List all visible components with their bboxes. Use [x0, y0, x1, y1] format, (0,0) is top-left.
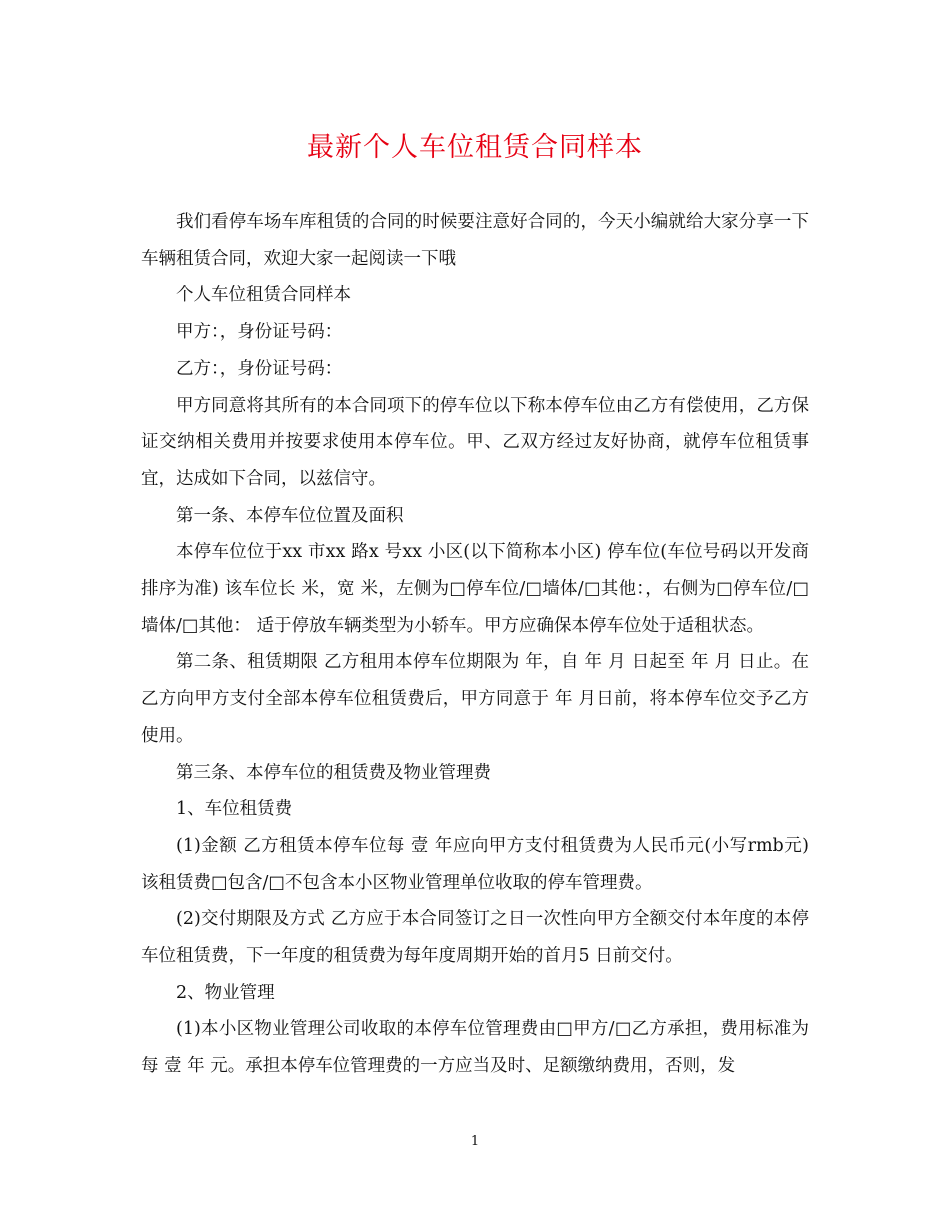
paragraph-property-heading: 2、物业管理 — [176, 982, 275, 1003]
paragraph-intro: 我们看停车场车库租赁的合同的时候要注意好合同的，今天小编就给大家分享一下车辆租赁合同，欢迎大家一起阅读一下哦 — [141, 212, 809, 269]
page-number: 1 — [470, 1134, 480, 1149]
paragraph-rent-amount: (1)金额 乙方租赁本停车位每 壹 年应向甲方支付租赁费为人民币元(小写rmb元)该租赁费□包含/□不包含本小区物业管理单位收取的停车管理费。 — [141, 835, 809, 893]
paragraph-party-a: 甲方：，身份证号码： — [176, 322, 343, 343]
paragraph-property-fee: (1)本小区物业管理公司收取的本停车位管理费由□甲方/□乙方承担，费用标准为每 壹 年 元。承担本停车位管理费的一方应当及时、足额缴纳费用，否则，发 — [141, 1019, 809, 1077]
paragraph-rent-payment: (2)交付期限及方式 乙方应于本合同签订之日一次性向甲方全额交付本年度的本停车位租赁费，下一年度的租赁费为每年度周期开始的首月5 日前交付。 — [141, 909, 809, 967]
paragraph-party-b: 乙方：，身份证号码： — [176, 358, 343, 379]
document-body — [141, 204, 809, 1085]
paragraph-article-3-heading: 第三条、本停车位的租赁费及物业管理费 — [176, 762, 491, 783]
paragraph-rent-heading: 1、车位租赁费 — [176, 799, 293, 820]
paragraph-article-1-body: 本停车位位于xx 市xx 路x 号xx 小区(以下简称本小区) 停车位(车位号码以开发商排序为准) 该车位长 米，宽 米，左侧为□停车位/□墙体/□其他：，右侧为□停车位/□墙体/□其他： 适于停放车辆类型为小轿车。甲方应确保本停车位处于适租状态。 — [141, 542, 809, 636]
paragraph-article-2: 第二条、租赁期限 乙方租用本停车位期限为 年，自 年 月 日起至 年 月 日止。在乙方向甲方支付全部本停车位租赁费后，甲方同意于 年 月日前，将本停车位交予乙方使用。 — [141, 652, 809, 746]
paragraph-preamble: 甲方同意将其所有的本合同项下的停车位以下称本停车位由乙方有偿使用，乙方保证交纳相关费用并按要求使用本停车位。甲、乙双方经过友好协商，就停车位租赁事宜，达成如下合同，以兹信守。 — [141, 395, 809, 489]
paragraph-article-1-heading: 第一条、本停车位位置及面积 — [176, 505, 404, 526]
paragraph-subtitle: 个人车位租赁合同样本 — [176, 285, 351, 306]
document-title: 最新个人车位租赁合同样本 — [307, 132, 643, 163]
